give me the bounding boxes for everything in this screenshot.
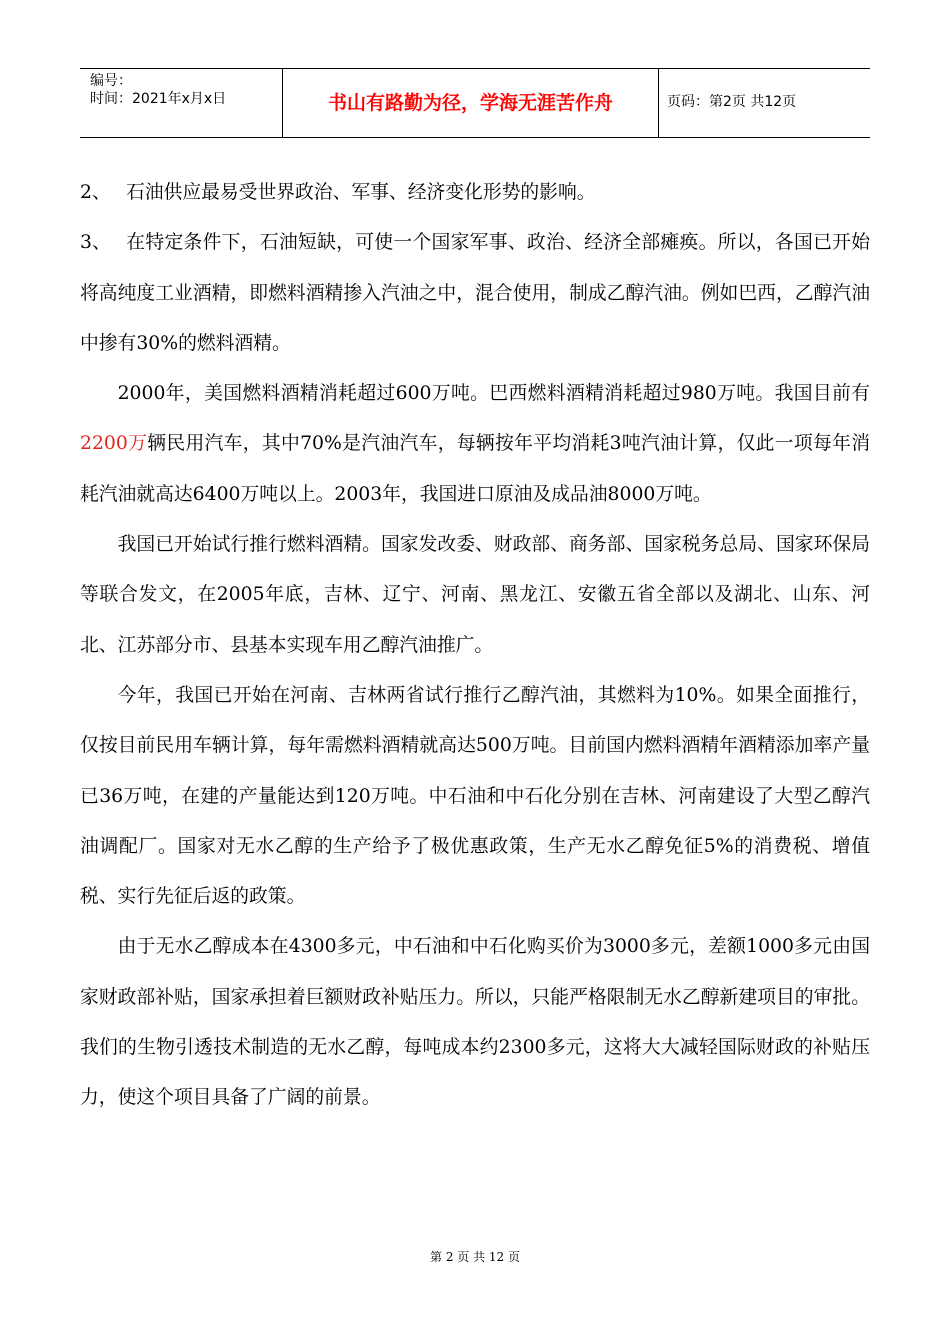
- list-number: 2、: [80, 182, 111, 203]
- header-motto: 书山有路勤为径，学海无涯苦作舟: [327, 92, 613, 114]
- paragraph-text: 2000年，美国燃料酒精消耗超过600万吨。巴西燃料酒精消耗超过980万吨。我国目前有: [117, 383, 870, 405]
- document-body: [80, 168, 870, 1124]
- header-page-info: 页码：第2页 共12页: [667, 94, 797, 110]
- list-item-2: [80, 168, 870, 218]
- paragraph-cost: 由于无水乙醇成本在4300多元，中石油和中石化购买价为3000多元，差额1000多元由国家财政部补贴，国家承担着巨额财政补贴压力。所以，只能严格限制无水乙醇新建项目的审批。我们的生物引透技术制造的无水乙醇，每吨成本约2300多元，这将大大减轻国际财政的补贴压力，使这个项目具备了广阔的前景。: [80, 936, 870, 1109]
- list-item-3: [80, 218, 870, 369]
- doc-time-label: 时间：2021年x月x日: [90, 91, 227, 107]
- doc-number-label: 编号：: [90, 73, 132, 89]
- page-header: [80, 68, 870, 138]
- header-motto-cell: [283, 69, 659, 137]
- header-page-cell: [659, 69, 870, 137]
- page-footer: 第 2 页 共 12 页: [430, 1250, 520, 1264]
- paragraph-text: 辆民用汽车，其中70%是汽油汽车，每辆按年平均消耗3吨汽油计算，仅此一项每年消耗汽油就高达6400万吨以上。2003年，我国进口原油及成品油8000万吨。: [80, 433, 870, 505]
- paragraph-consumption: [80, 369, 870, 520]
- paragraph-trial: 今年，我国已开始在河南、吉林两省试行推行乙醇汽油，其燃料为10%。如果全面推行，仅按目前民用车辆计算，每年需燃料酒精就高达500万吨。目前国内燃料酒精年酒精添加率产量已36万吨，在建的产量能达到120万吨。中石油和中石化分别在吉林、河南建设了大型乙醇汽油调配厂。国家对无水乙醇的生产给予了极优惠政策，生产无水乙醇免征5%的消费税、增值税、实行先征后返的政策。: [80, 684, 870, 908]
- paragraph-policy: 我国已开始试行推行燃料酒精。国家发改委、财政部、商务部、国家税务总局、国家环保局等联合发文，在2005年底，吉林、辽宁、河南、黑龙江、安徽五省全部以及湖北、山东、河北、江苏部分市、县基本实现车用乙醇汽油推广。: [80, 534, 870, 656]
- list-item-text: 石油供应最易受世界政治、军事、经济变化形势的影响。: [126, 182, 596, 203]
- header-meta-cell: [80, 69, 283, 137]
- list-item-text: 在特定条件下，石油短缺，可使一个国家军事、政治、经济全部瘫痪。所以，各国已开始将高纯度工业酒精，即燃料酒精掺入汽油之中，混合使用，制成乙醇汽油。例如巴西，乙醇汽油中掺有30%的燃料酒精。: [80, 232, 870, 354]
- list-number: 3、: [80, 232, 111, 254]
- highlighted-figure: 2200万: [80, 433, 148, 455]
